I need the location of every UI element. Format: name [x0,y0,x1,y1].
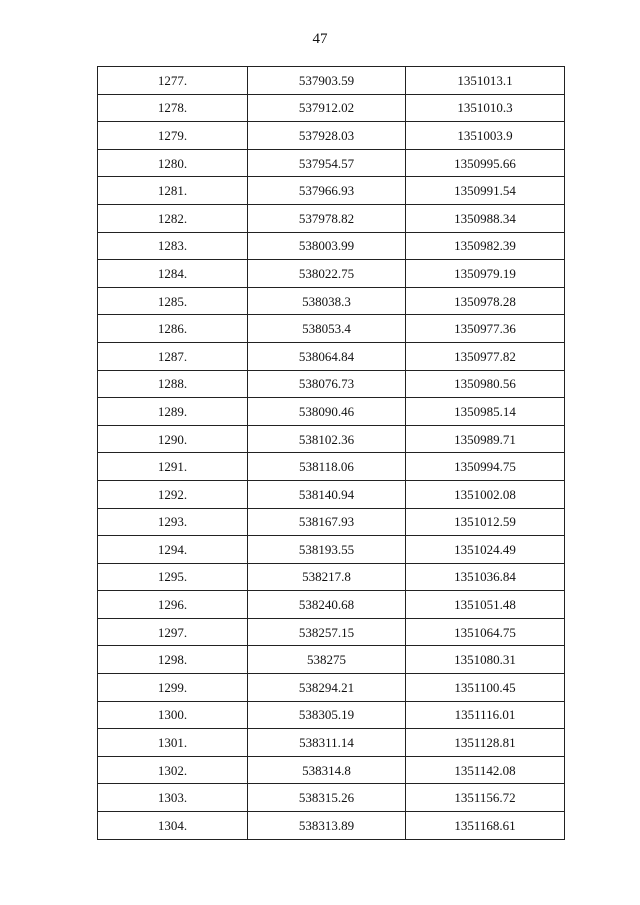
x-coordinate-cell: 538240.68 [248,591,406,619]
y-coordinate-cell: 1351128.81 [406,729,565,757]
table-row [98,370,565,398]
table-row [98,287,565,315]
y-coordinate-cell: 1351013.1 [406,67,565,95]
table-row [98,729,565,757]
x-coordinate-cell: 538090.46 [248,398,406,426]
point-number-cell: 1300. [98,701,248,729]
table-row [98,646,565,674]
table-row [98,398,565,426]
x-coordinate-cell: 537978.82 [248,204,406,232]
y-coordinate-cell: 1351064.75 [406,618,565,646]
y-coordinate-cell: 1350980.56 [406,370,565,398]
y-coordinate-cell: 1351024.49 [406,536,565,564]
point-number-cell: 1292. [98,480,248,508]
y-coordinate-cell: 1350988.34 [406,204,565,232]
x-coordinate-cell: 538118.06 [248,453,406,481]
x-coordinate-cell: 538022.75 [248,260,406,288]
x-coordinate-cell: 538311.14 [248,729,406,757]
y-coordinate-cell: 1350977.82 [406,342,565,370]
y-coordinate-cell: 1351142.08 [406,756,565,784]
x-coordinate-cell: 538275 [248,646,406,674]
y-coordinate-cell: 1350977.36 [406,315,565,343]
y-coordinate-cell: 1351168.61 [406,812,565,840]
table-row [98,122,565,150]
y-coordinate-cell: 1351010.3 [406,94,565,122]
x-coordinate-cell: 538038.3 [248,287,406,315]
point-number-cell: 1284. [98,260,248,288]
point-number-cell: 1281. [98,177,248,205]
x-coordinate-cell: 538193.55 [248,536,406,564]
point-number-cell: 1297. [98,618,248,646]
x-coordinate-cell: 538003.99 [248,232,406,260]
x-coordinate-cell: 537903.59 [248,67,406,95]
point-number-cell: 1279. [98,122,248,150]
table-row [98,591,565,619]
page-number: 47 [312,31,328,47]
y-coordinate-cell: 1350994.75 [406,453,565,481]
point-number-cell: 1294. [98,536,248,564]
x-coordinate-cell: 538315.26 [248,784,406,812]
point-number-cell: 1278. [98,94,248,122]
coordinates-table-body [98,67,565,840]
x-coordinate-cell: 538217.8 [248,563,406,591]
point-number-cell: 1296. [98,591,248,619]
x-coordinate-cell: 537954.57 [248,149,406,177]
x-coordinate-cell: 538076.73 [248,370,406,398]
table-row [98,177,565,205]
table-row [98,260,565,288]
x-coordinate-cell: 538257.15 [248,618,406,646]
table-row [98,425,565,453]
x-coordinate-cell: 537966.93 [248,177,406,205]
y-coordinate-cell: 1350979.19 [406,260,565,288]
point-number-cell: 1293. [98,508,248,536]
y-coordinate-cell: 1351012.59 [406,508,565,536]
point-number-cell: 1288. [98,370,248,398]
coordinates-table [97,66,565,840]
x-coordinate-cell: 538053.4 [248,315,406,343]
y-coordinate-cell: 1350982.39 [406,232,565,260]
y-coordinate-cell: 1350985.14 [406,398,565,426]
table-row [98,149,565,177]
x-coordinate-cell: 538064.84 [248,342,406,370]
point-number-cell: 1287. [98,342,248,370]
point-number-cell: 1295. [98,563,248,591]
table-row [98,756,565,784]
point-number-cell: 1286. [98,315,248,343]
y-coordinate-cell: 1351080.31 [406,646,565,674]
table-row [98,674,565,702]
table-row [98,508,565,536]
point-number-cell: 1280. [98,149,248,177]
point-number-cell: 1304. [98,812,248,840]
point-number-cell: 1289. [98,398,248,426]
y-coordinate-cell: 1351002.08 [406,480,565,508]
point-number-cell: 1285. [98,287,248,315]
x-coordinate-cell: 538313.89 [248,812,406,840]
y-coordinate-cell: 1351003.9 [406,122,565,150]
y-coordinate-cell: 1350991.54 [406,177,565,205]
x-coordinate-cell: 538314.8 [248,756,406,784]
table-row [98,67,565,95]
y-coordinate-cell: 1351036.84 [406,563,565,591]
point-number-cell: 1283. [98,232,248,260]
y-coordinate-cell: 1351051.48 [406,591,565,619]
point-number-cell: 1299. [98,674,248,702]
y-coordinate-cell: 1350995.66 [406,149,565,177]
point-number-cell: 1277. [98,67,248,95]
y-coordinate-cell: 1351156.72 [406,784,565,812]
table-row [98,563,565,591]
table-row [98,342,565,370]
point-number-cell: 1282. [98,204,248,232]
y-coordinate-cell: 1351100.45 [406,674,565,702]
x-coordinate-cell: 538102.36 [248,425,406,453]
x-coordinate-cell: 537928.03 [248,122,406,150]
table-row [98,315,565,343]
table-row [98,618,565,646]
point-number-cell: 1301. [98,729,248,757]
table-row [98,536,565,564]
y-coordinate-cell: 1350978.28 [406,287,565,315]
x-coordinate-cell: 538305.19 [248,701,406,729]
point-number-cell: 1302. [98,756,248,784]
table-row [98,204,565,232]
x-coordinate-cell: 537912.02 [248,94,406,122]
table-row [98,232,565,260]
point-number-cell: 1303. [98,784,248,812]
table-row [98,701,565,729]
x-coordinate-cell: 538140.94 [248,480,406,508]
point-number-cell: 1298. [98,646,248,674]
point-number-cell: 1290. [98,425,248,453]
x-coordinate-cell: 538167.93 [248,508,406,536]
x-coordinate-cell: 538294.21 [248,674,406,702]
table-row [98,453,565,481]
table-row [98,784,565,812]
y-coordinate-cell: 1350989.71 [406,425,565,453]
y-coordinate-cell: 1351116.01 [406,701,565,729]
table-row [98,480,565,508]
table-row [98,94,565,122]
table-row [98,812,565,840]
point-number-cell: 1291. [98,453,248,481]
